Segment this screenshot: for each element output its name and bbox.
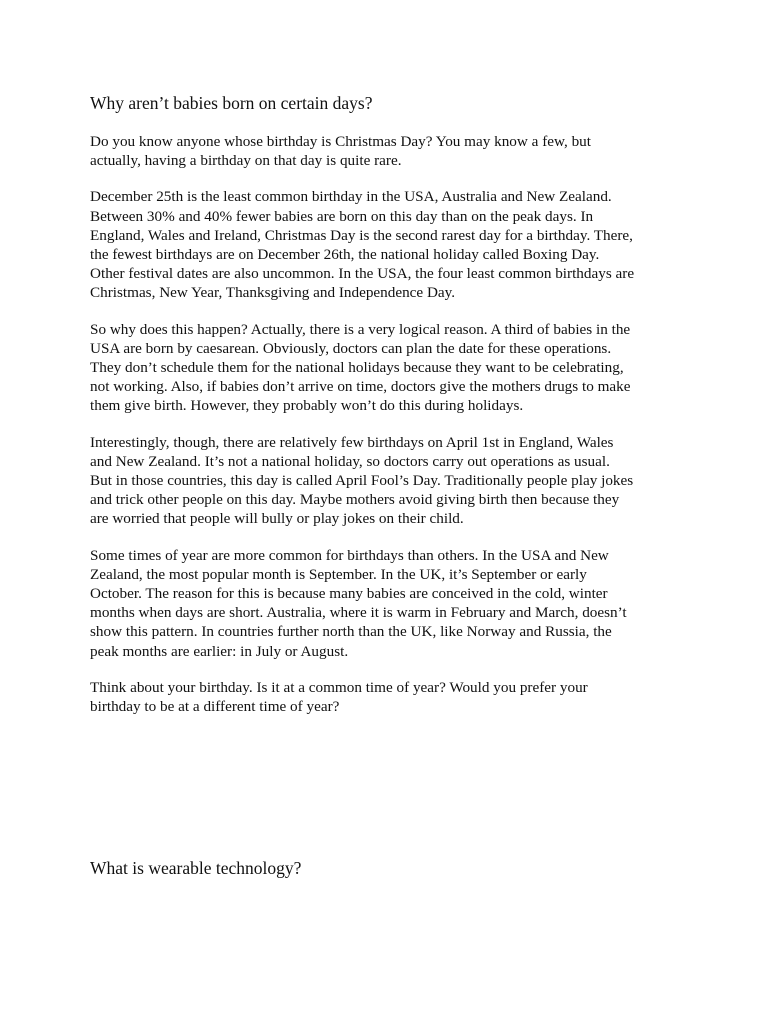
article-title: Why aren’t babies born on certain days? <box>90 93 373 113</box>
paragraph-intro: Do you know anyone whose birthday is Christmas Day? You may know a few, but actually, having a birthday on that day is quite rare. <box>90 133 591 170</box>
next-article-title: What is wearable technology? <box>90 858 302 878</box>
article-birthdays <box>90 91 690 733</box>
paragraph-seasons: Some times of year are more common for birthdays than others. In the USA and New Zealand, the most popular month is September. In the UK, it’s September or early October. The reason for this is because many babies are conceived in the cold, winter months when days are short. Australia, where it is warm in February and March, doesn’t show this pattern. In countries further north than the UK, like Norway and Russia, the peak months are earlier: in July or August. <box>90 546 627 660</box>
paragraph-least-common: December 25th is the least common birthday in the USA, Australia and New Zealand. Between 30% and 40% fewer babies are born on this day than on the peak days. In England, Wales and Ireland, Christmas Day is the second rarest day for a birthday. There, the fewest birthdays are on December 26th, the national holiday called Boxing Day. Other festival dates are also uncommon. In the USA, the four least common birthdays are Christmas, New Year, Thanksgiving and Independence Day. <box>90 188 635 302</box>
paragraph-april-fools: Interestingly, though, there are relatively few birthdays on April 1st in England, Wales and New Zealand. It’s not a national holiday, so doctors carry out operations as usual. But in those countries, this day is called April Fool’s Day. Traditionally people play jokes and trick other people on this day. Maybe mothers avoid giving birth then because they are worried that people will bully or play jokes on their child. <box>90 433 634 528</box>
paragraph-question: Think about your birthday. Is it at a common time of year? Would you prefer your birthday to be at a different time of year? <box>90 678 588 716</box>
paragraph-reason: So why does this happen? Actually, there is a very logical reason. A third of babies in the USA are born by caesarean. Obviously, doctors can plan the date for these operations. They don’t schedule them for the national holidays because they want to be celebrating, not working. Also, if babies don’t arrive on time, doctors give the mothers drugs to make them give birth. However, they probably won’t do this during holidays. <box>90 320 631 415</box>
